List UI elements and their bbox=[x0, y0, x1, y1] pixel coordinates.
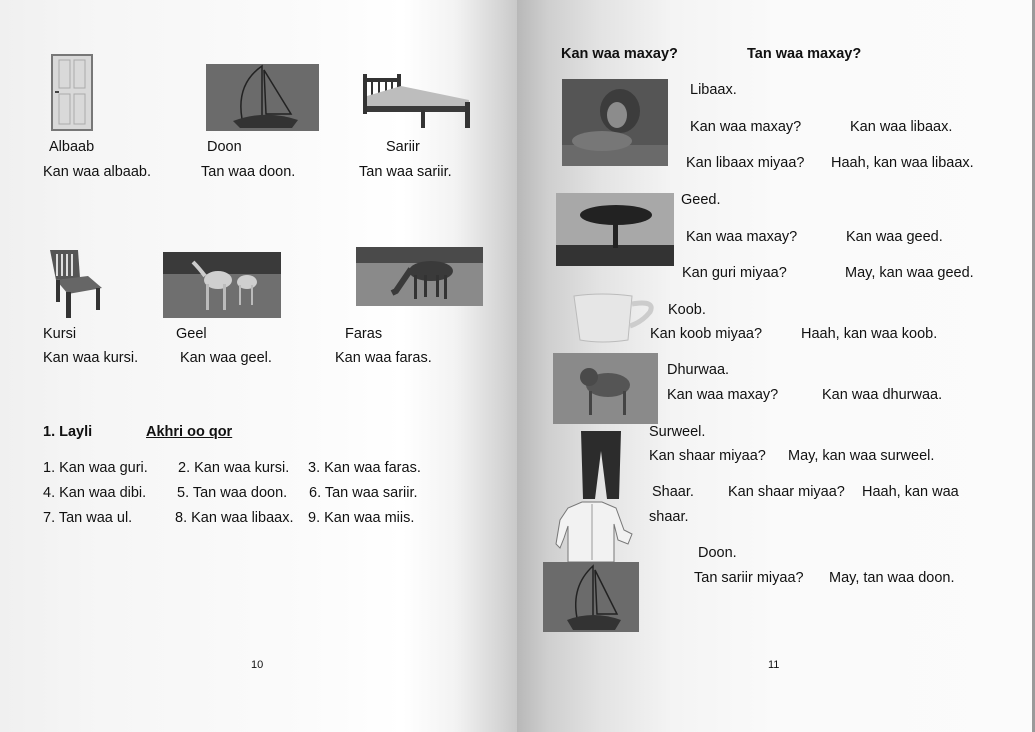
vocab-word: Sariir bbox=[386, 139, 420, 155]
horse-icon bbox=[356, 247, 483, 306]
door-icon bbox=[51, 54, 93, 131]
vocab-sentence: Kan waa albaab. bbox=[43, 164, 152, 180]
tree-icon bbox=[556, 193, 674, 266]
exercise-item: 8. Kan waa libaax. bbox=[175, 510, 294, 526]
cup-question: Kan koob miyaa? bbox=[650, 326, 763, 342]
exercise-item: 5. Tan waa doon. bbox=[177, 485, 288, 501]
tree-question: Kan guri miyaa? bbox=[682, 265, 787, 281]
lion-answer: Haah, kan waa libaax. bbox=[831, 155, 974, 171]
vocab-sentence: Kan waa geel. bbox=[180, 350, 272, 366]
cup-answer: Haah, kan waa koob. bbox=[801, 326, 938, 342]
right-page bbox=[517, 0, 1035, 732]
hyena-question: Kan waa maxay? bbox=[667, 387, 779, 403]
hyena-answer: Kan waa dhurwaa. bbox=[822, 387, 943, 403]
trousers-question: Kan shaar miyaa? bbox=[649, 448, 766, 464]
shirt-answer-continued: shaar. bbox=[649, 509, 689, 525]
boat-word: Doon. bbox=[698, 545, 737, 561]
boat-answer: May, tan waa doon. bbox=[829, 570, 955, 586]
lion-question: Kan libaax miyaa? bbox=[686, 155, 805, 171]
heading-tan: Tan waa maxay? bbox=[747, 46, 862, 62]
vocab-word: Geel bbox=[176, 326, 207, 342]
vocab-sentence: Kan waa faras. bbox=[335, 350, 432, 366]
left-page bbox=[0, 0, 517, 732]
boat-question: Tan sariir miyaa? bbox=[694, 570, 804, 586]
camel-icon bbox=[163, 252, 281, 318]
exercise-instruction: Akhri oo qor bbox=[146, 424, 233, 440]
tree-word: Geed. bbox=[681, 192, 721, 208]
exercise-item: 9. Kan waa miis. bbox=[308, 510, 415, 526]
bed-icon bbox=[361, 72, 473, 130]
page-number: 11 bbox=[768, 659, 780, 671]
tree-answer: Kan waa geed. bbox=[846, 229, 943, 245]
lion-answer: Kan waa libaax. bbox=[850, 119, 953, 135]
vocab-word: Albaab bbox=[49, 139, 95, 155]
vocab-word: Faras bbox=[345, 326, 383, 342]
tree-answer: May, kan waa geed. bbox=[845, 265, 974, 281]
chair-icon bbox=[48, 248, 104, 320]
vocab-sentence: Kan waa kursi. bbox=[43, 350, 139, 366]
exercise-item: 4. Kan waa dibi. bbox=[43, 485, 147, 501]
trousers-icon bbox=[579, 431, 623, 499]
exercise-item: 2. Kan waa kursi. bbox=[178, 460, 290, 476]
lion-icon bbox=[562, 79, 668, 166]
vocab-word: Kursi bbox=[43, 326, 77, 342]
exercise-item: 6. Tan waa sariir. bbox=[309, 485, 418, 501]
heading-kan: Kan waa maxay? bbox=[561, 46, 678, 62]
shirt-question: Kan shaar miyaa? bbox=[728, 484, 845, 500]
exercise-title: 1. Layli bbox=[43, 424, 93, 440]
cup-icon bbox=[572, 292, 657, 344]
trousers-answer: May, kan waa surweel. bbox=[788, 448, 935, 464]
sailboat-icon bbox=[206, 64, 319, 131]
shirt-answer: Haah, kan waa bbox=[862, 484, 959, 500]
sailboat-icon bbox=[543, 562, 639, 632]
page-number: 10 bbox=[251, 659, 264, 671]
hyena-word: Dhurwaa. bbox=[667, 362, 730, 378]
cup-word: Koob. bbox=[668, 302, 706, 318]
exercise-item: 1. Kan waa guri. bbox=[43, 460, 148, 476]
trousers-word: Surweel. bbox=[649, 424, 706, 440]
lion-question: Kan waa maxay? bbox=[690, 119, 802, 135]
tree-question: Kan waa maxay? bbox=[686, 229, 798, 245]
shirt-icon bbox=[554, 500, 638, 562]
lion-word: Libaax. bbox=[690, 82, 737, 98]
hyena-icon bbox=[553, 353, 658, 424]
vocab-sentence: Tan waa sariir. bbox=[359, 164, 452, 180]
vocab-sentence: Tan waa doon. bbox=[201, 164, 296, 180]
exercise-item: 7. Tan waa ul. bbox=[43, 510, 133, 526]
vocab-word: Doon bbox=[207, 139, 242, 155]
shirt-word: Shaar. bbox=[652, 484, 694, 500]
exercise-item: 3. Kan waa faras. bbox=[308, 460, 421, 476]
